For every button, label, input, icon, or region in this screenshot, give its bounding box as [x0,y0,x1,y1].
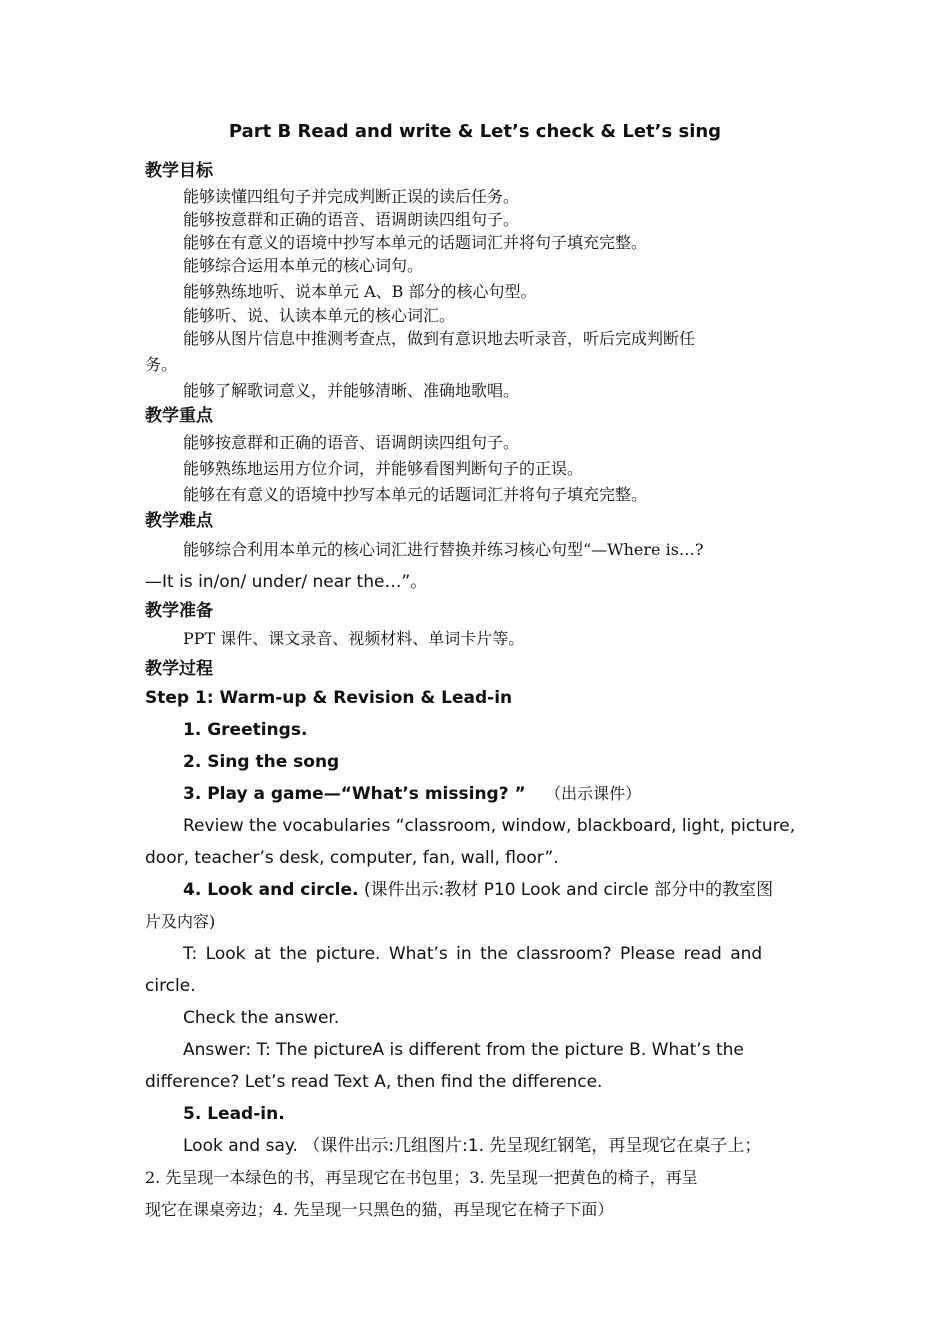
process-item-look-circle [183,879,773,901]
check-answer-text: Check the answer. [183,1008,340,1028]
teacher-prompt: T: Look at the picture. What’s in the classroom? Please read and [183,944,763,964]
process-item-greetings: 1. Greetings. [183,720,308,740]
look-circle-note-continued: 片及内容) [145,912,216,931]
objective-item: 能够按意群和正确的语音、语调朗读四组句子。 [183,210,520,229]
key-point-item: 能够在有意义的语境中抄写本单元的话题词汇并将句子填充完整。 [183,485,648,504]
objective-item: 能够读懂四组句子并完成判断正误的读后任务。 [183,187,520,206]
review-text-continued: door, teacher’s desk, computer, fan, wall, floor”. [145,848,559,868]
key-points-heading: 教学重点 [145,406,213,426]
look-circle-label: 4. Look and circle. [183,880,359,900]
teacher-prompt-continued: circle. [145,976,196,996]
objective-item: 能够听、说、认读本单元的核心词汇。 [183,306,456,325]
key-point-item: 能够按意群和正确的语音、语调朗读四组句子。 [183,433,520,452]
objective-item: 能够了解歌词意义，并能够清晰、准确地歌唱。 [183,381,520,400]
process-heading: 教学过程 [145,659,213,679]
objective-item: 能够熟练地听、说本单元 A、B 部分的核心句型。 [183,282,537,301]
document-title: Part B Read and write & Let’s check & Let’s sing [228,121,722,142]
process-item-song: 2. Sing the song [183,752,340,772]
difficulties-heading: 教学难点 [145,511,213,531]
answer-text-continued: difference? Let’s read Text A, then find the difference. [145,1072,603,1092]
process-item-lead-in: 5. Lead-in. [183,1104,285,1124]
look-say-text-continued: 现它在课桌旁边；4. 先呈现一只黑色的猫，再呈现它在椅子下面） [145,1200,614,1219]
key-point-item: 能够熟练地运用方位介词，并能够看图判断句子的正误。 [183,459,584,478]
preparation-heading: 教学准备 [145,601,213,621]
difficulty-text: 能够综合利用本单元的核心词汇进行替换并练习核心句型“—Where is…? [183,540,704,559]
look-circle-note: (课件出示:教材 P10 Look and circle 部分中的教室图 [363,880,774,900]
objective-item-continued: 务。 [145,355,178,374]
objectives-heading: 教学目标 [145,161,213,181]
game-label: 3. Play a game—“What’s missing? ” [183,784,526,804]
step1-heading: Step 1: Warm-up & Revision & Lead-in [145,688,513,708]
preparation-text: PPT 课件、课文录音、视频材料、单词卡片等。 [183,629,525,648]
review-text: Review the vocabularies “classroom, window, blackboard, light, picture, [183,816,796,836]
look-say-text-continued: 2. 先呈现一本绿色的书，再呈现它在书包里；3. 先呈现一把黄色的椅子，再呈 [145,1168,698,1187]
objective-item: 能够在有意义的语境中抄写本单元的话题词汇并将句子填充完整。 [183,233,648,252]
look-say-text: Look and say. （课件出示:几组图片:1. 先呈现红钢笔，再呈现它在桌子上； [183,1136,762,1156]
objective-item: 能够综合运用本单元的核心词句。 [183,256,424,275]
process-item-game [183,783,641,805]
game-note: （出示课件） [545,784,642,803]
objective-item: 能够从图片信息中推测考查点，做到有意识地去听录音，听后完成判断任 [183,329,696,348]
difficulty-text-continued: —It is in/on/ under/ near the…”。 [145,572,428,592]
answer-text: Answer: T: The pictureA is different from the picture B. What’s the [183,1040,744,1060]
